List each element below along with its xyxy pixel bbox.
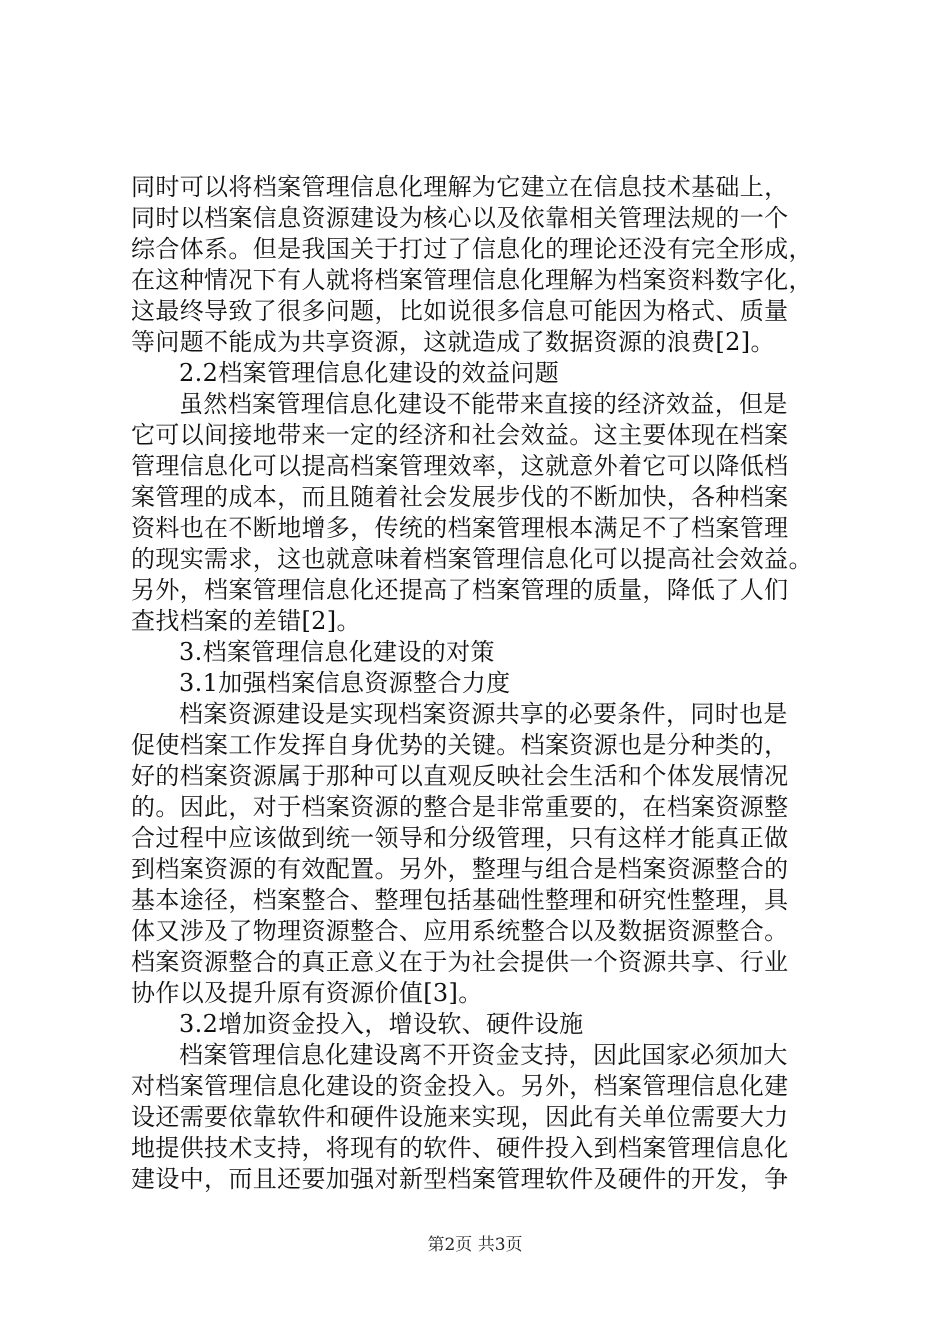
text-line: 好的档案资源属于那种可以直观反映社会生活和个体发展情况 — [131, 762, 789, 790]
page-footer: 第2页 共3页 — [427, 1235, 523, 1255]
text-line: 查找档案的差错[2]。 — [131, 607, 361, 635]
text-line: 对档案管理信息化建设的资金投入。另外，档案管理信息化建 — [131, 1072, 789, 1100]
text-line: 同时可以将档案管理信息化理解为它建立在信息技术基础上， — [131, 173, 789, 201]
text-line: 档案资源建设是实现档案资源共享的必要条件，同时也是 — [179, 700, 788, 728]
text-line: 管理信息化可以提高档案管理效率，这就意外着它可以降低档 — [131, 452, 789, 480]
text-line: 虽然档案管理信息化建设不能带来直接的经济效益，但是 — [179, 390, 788, 418]
text-line: 另外，档案管理信息化还提高了档案管理的质量，降低了人们 — [131, 576, 789, 604]
text-line: 同时以档案信息资源建设为核心以及依靠相关管理法规的一个 — [131, 204, 789, 232]
text-line: 体又涉及了物理资源整合、应用系统整合以及数据资源整合。 — [131, 917, 789, 945]
text-line: 3.1加强档案信息资源整合力度 — [179, 669, 511, 697]
text-line: 这最终导致了很多问题，比如说很多信息可能因为格式、质量 — [131, 297, 789, 325]
text-line: 的现实需求，这也就意味着档案管理信息化可以提高社会效益。 — [131, 545, 813, 573]
text-line: 在这种情况下有人就将档案管理信息化理解为档案资料数字化， — [131, 266, 813, 294]
text-line: 档案资源整合的真正意义在于为社会提供一个资源共享、行业 — [131, 948, 789, 976]
text-line: 2.2档案管理信息化建设的效益问题 — [179, 359, 560, 387]
text-line: 综合体系。但是我国关于打过了信息化的理论还没有完全形成， — [131, 235, 813, 263]
text-line: 3.档案管理信息化建设的对策 — [179, 638, 495, 666]
text-line: 案管理的成本，而且随着社会发展步伐的不断加快，各种档案 — [131, 483, 789, 511]
body-text — [131, 172, 831, 1195]
text-line: 档案管理信息化建设离不开资金支持，因此国家必须加大 — [179, 1041, 788, 1069]
text-line: 资料也在不断地增多，传统的档案管理根本满足不了档案管理 — [131, 514, 789, 542]
text-line: 设还需要依靠软件和硬件设施来实现，因此有关单位需要大力 — [131, 1103, 789, 1131]
text-line: 基本途径，档案整合、整理包括基础性整理和研究性整理，具 — [131, 886, 789, 914]
text-line: 它可以间接地带来一定的经济和社会效益。这主要体现在档案 — [131, 421, 789, 449]
text-line: 建设中，而且还要加强对新型档案管理软件及硬件的开发，争 — [131, 1165, 789, 1193]
text-line: 地提供技术支持，将现有的软件、硬件投入到档案管理信息化 — [131, 1134, 789, 1162]
text-line: 到档案资源的有效配置。另外，整理与组合是档案资源整合的 — [131, 855, 789, 883]
text-line: 促使档案工作发挥自身优势的关键。档案资源也是分种类的， — [131, 731, 789, 759]
text-line: 3.2增加资金投入，增设软、硬件设施 — [179, 1010, 584, 1038]
text-line: 协作以及提升原有资源价值[3]。 — [131, 979, 483, 1007]
text-line: 的。因此，对于档案资源的整合是非常重要的，在档案资源整 — [131, 793, 789, 821]
text-line: 等问题不能成为共享资源，这就造成了数据资源的浪费[2]。 — [131, 328, 775, 356]
text-line: 合过程中应该做到统一领导和分级管理，只有这样才能真正做 — [131, 824, 789, 852]
